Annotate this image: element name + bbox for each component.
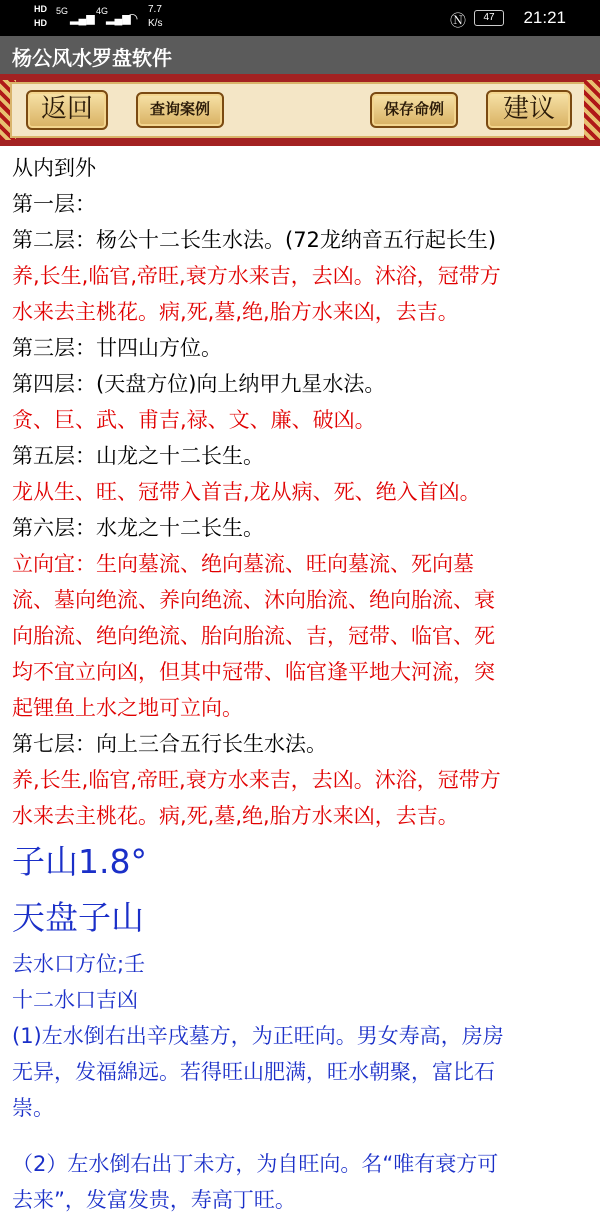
text-line: 第三层：廿四山方位。: [12, 336, 222, 360]
mountain-degree: 子山1.8°: [12, 842, 147, 881]
wifi-icon: ◠: [126, 10, 139, 26]
text-line: 崇。: [12, 1096, 54, 1120]
text-line: 第一层：: [12, 192, 96, 216]
text-line: 养,长生,临官,帝旺,衰方水来吉，去凶。沐浴，冠带方: [12, 768, 501, 792]
save-case-button[interactable]: 保存命例: [370, 92, 458, 128]
text-line: 去来”，发富发贵，寿高丁旺。: [12, 1188, 296, 1212]
ornament-right: [584, 80, 600, 140]
text-line: 贪、巨、武、甫吉,禄、文、廉、破凶。: [12, 408, 376, 432]
text-line: 水来去主桃花。病,死,墓,绝,胎方水来凶，去吉。: [12, 300, 459, 324]
suggest-button[interactable]: 建议: [486, 90, 572, 130]
text-line: 从内到外: [12, 156, 96, 180]
back-button[interactable]: 返回: [26, 90, 108, 130]
signal-bars-icon-2: ▂▄▆: [106, 13, 131, 25]
text-line: 养,长生,临官,帝旺,衰方水来吉，去凶。沐浴，冠带方: [12, 264, 501, 288]
app-title-bar: [0, 36, 600, 74]
text-line: (1)左水倒右出辛戌墓方，为正旺向。男女寿高，房房: [12, 1024, 504, 1048]
status-bar: [0, 0, 600, 36]
text-line: 第六层：水龙之十二长生。: [12, 516, 264, 540]
text-line: 立向宜：生向墓流、绝向墓流、旺向墓流、死向墓: [12, 552, 474, 576]
text-line: 十二水口吉凶: [12, 988, 138, 1012]
layer-description: [12, 150, 592, 834]
net-speed-unit: K/s: [148, 18, 163, 29]
text-line: 第七层：向上三合五行长生水法。: [12, 732, 327, 756]
query-cases-button[interactable]: 查询案例: [136, 92, 224, 128]
text-line: 第二层：杨公十二长生水法。(72龙纳音五行起长生): [12, 228, 497, 252]
water-outlet-info: [12, 946, 592, 1126]
tianpan-mountain: 天盘子山: [12, 898, 144, 937]
text-line: 第四层：(天盘方位)向上纳甲九星水法。: [12, 372, 386, 396]
text-line: 去水口方位;壬: [12, 952, 146, 976]
text-line: 龙从生、旺、冠带入首吉,龙从病、死、绝入首凶。: [12, 480, 481, 504]
battery-icon: 47: [474, 10, 504, 26]
signal-bars-icon: ▂▄▆: [70, 13, 95, 25]
text-line: 流、墓向绝流、养向绝流、沐向胎流、绝向胎流、衰: [12, 588, 495, 612]
signal-4g-icon: 4G: [96, 6, 109, 16]
text-line: 均不宜立向凶，但其中冠带、临官逢平地大河流，突: [12, 660, 495, 684]
text-line: 无异，发福綿远。若得旺山肥满，旺水朝聚，富比石: [12, 1060, 495, 1084]
content-area: [12, 150, 592, 1218]
signal-5g-icon: 5G: [56, 6, 69, 16]
clock: 21:21: [523, 8, 566, 27]
hd-icon: HD: [34, 4, 47, 14]
text-line: （2）左水倒右出丁未方，为自旺向。名“唯有衰方可: [12, 1152, 499, 1176]
text-line: 起锂鱼上水之地可立向。: [12, 696, 243, 720]
nfc-icon: Ⓝ: [449, 13, 466, 30]
text-line: 水来去主桃花。病,死,墓,绝,胎方水来凶，去吉。: [12, 804, 459, 828]
water-outlet-info-2: [12, 1146, 592, 1218]
text-line: 第五层：山龙之十二长生。: [12, 444, 264, 468]
net-speed: 7.7: [148, 4, 162, 15]
hd-icon-2: HD: [34, 18, 47, 28]
app-title: 杨公风水罗盘软件: [12, 46, 172, 70]
text-line: 向胎流、绝向绝流、胎向胎流、吉，冠带、临官、死: [12, 624, 495, 648]
